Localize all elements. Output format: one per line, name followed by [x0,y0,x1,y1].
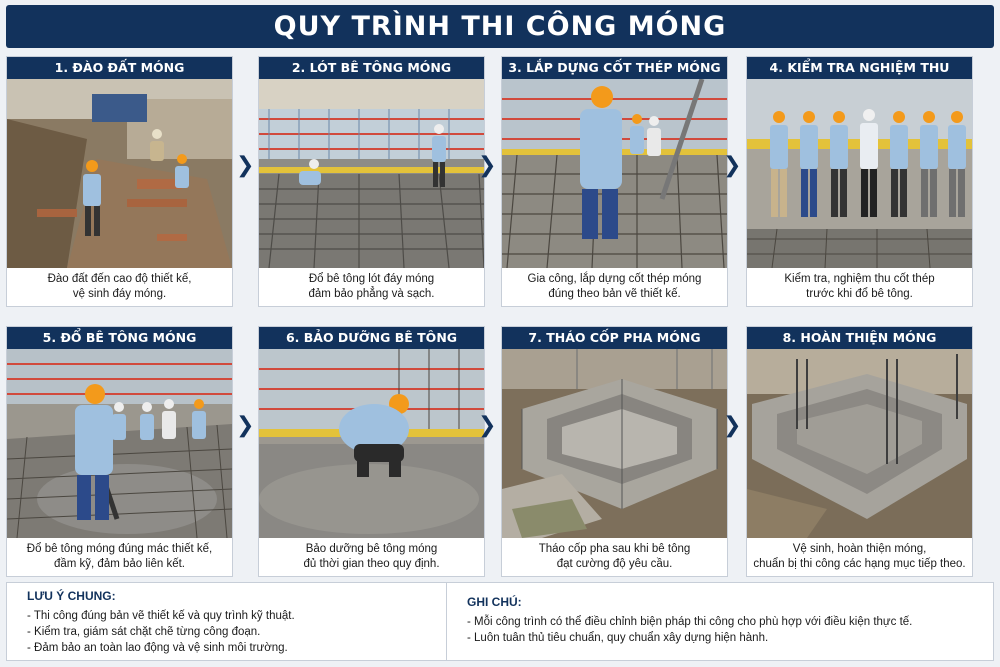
step-caption: Đổ bê tông móng đúng mác thiết kế, đầm kỹ, đảm bảo liên kết. [26,543,213,570]
remark-item: - Luôn tuân thủ tiêu chuẩn, quy chuẩn xây dựng hiện hành. [467,632,769,644]
chevron-right-icon: ❯ [236,153,255,178]
chevron-right-icon: ❯ [478,413,497,438]
general-note-item: - Thi công đúng bản vẽ thiết kế và quy trình kỹ thuật. [27,610,295,622]
chevron-right-icon: ❯ [723,413,742,438]
step-caption: Bảo dưỡng bê tông móng đủ thời gian theo quy định. [303,543,440,570]
step-card-8 [746,326,973,577]
step-caption: Tháo cốp pha sau khi bê tông đạt cường độ yêu cầu. [538,543,691,570]
page-title: QUY TRÌNH THI CÔNG MÓNG [6,5,994,48]
remarks-title: GHI CHÚ: [467,595,522,609]
step-card-4 [746,56,973,307]
step-title: 5. ĐỔ BÊ TÔNG MÓNG [7,327,232,349]
general-notes-title: LƯU Ý CHUNG: [27,589,116,603]
step-title: 1. ĐÀO ĐẤT MÓNG [7,57,232,79]
step-title: 7. THÁO CỐP PHA MÓNG [502,327,727,349]
step-photo-excavation [7,79,232,268]
step-title: 3. LẮP DỰNG CỐT THÉP MÓNG [502,57,727,79]
general-notes [7,583,447,660]
step-photo-lean-concrete [259,79,484,268]
step-card-7 [501,326,728,577]
step-caption: Đổ bê tông lót đáy móng đảm bảo phẳng và sạch. [308,273,435,300]
chevron-right-icon: ❯ [478,153,497,178]
step-title: 4. KIỂM TRA NGHIỆM THU [747,57,972,79]
step-photo-formwork-removal [502,349,727,538]
step-caption: Gia công, lắp dựng cốt thép móng đúng theo bản vẽ thiết kế. [527,273,702,300]
chevron-right-icon: ❯ [723,153,742,178]
step-photo-finished-foundation [747,349,972,538]
step-card-6 [258,326,485,577]
step-card-5 [6,326,233,577]
notes-panel [6,582,994,661]
step-card-3 [501,56,728,307]
step-title: 2. LÓT BÊ TÔNG MÓNG [259,57,484,79]
step-title: 6. BẢO DƯỠNG BÊ TÔNG [259,327,484,349]
step-photo-rebar-assembly [502,79,727,268]
step-photo-pouring-concrete [7,349,232,538]
step-photo-curing [259,349,484,538]
step-card-2 [258,56,485,307]
remarks [447,583,993,660]
remark-item: - Mỗi công trình có thể điều chỉnh biện pháp thi công cho phù hợp với điều kiện thực tế. [467,616,913,628]
chevron-right-icon: ❯ [236,413,255,438]
step-caption: Đào đất đến cao độ thiết kế, vệ sinh đáy móng. [47,273,192,300]
step-caption: Vệ sinh, hoàn thiện móng, chuẩn bị thi công các hạng mục tiếp theo. [753,543,966,570]
general-note-item: - Đảm bảo an toàn lao động và vệ sinh môi trường. [27,642,288,654]
step-title: 8. HOÀN THIỆN MÓNG [747,327,972,349]
general-note-item: - Kiểm tra, giám sát chặt chẽ từng công đoạn. [27,626,261,638]
step-caption: Kiểm tra, nghiệm thu cốt thép trước khi đổ bê tông. [784,273,935,300]
step-photo-inspection-team [747,79,972,268]
step-card-1 [6,56,233,307]
